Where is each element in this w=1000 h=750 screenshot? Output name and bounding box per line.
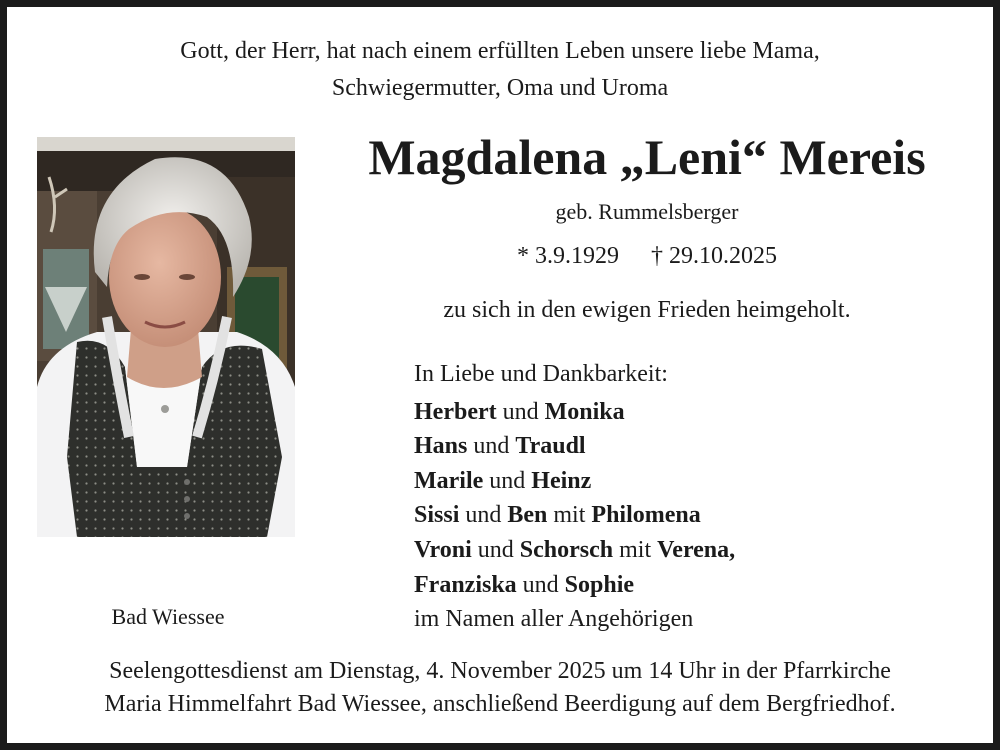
mourner-name: Franziska	[414, 571, 517, 598]
birth-date: * 3.9.1929	[517, 243, 619, 269]
mourner-name: Sissi	[414, 502, 460, 529]
mourner-name: Verena,	[657, 536, 736, 563]
portrait-photo	[37, 137, 295, 537]
mourner-connector: und	[459, 502, 508, 529]
mourner-name: Schorsch	[519, 536, 614, 563]
birth-name: geb. Rummelsberger	[555, 199, 739, 224]
mourner-name: Philomena	[591, 502, 701, 529]
mourner-line	[414, 464, 735, 499]
intro-line-1: Gott, der Herr, hat nach einem erfüllten Leben unsere liebe Mama,	[180, 38, 820, 64]
mourner-name: Herbert	[414, 398, 497, 425]
mourners-block	[414, 357, 735, 637]
deceased-name: Magdalena „Leni“ Mereis	[368, 129, 926, 185]
mourners-list	[414, 395, 735, 603]
mourner-name: Marile	[414, 467, 484, 494]
mourners-closing: im Namen aller Angehörigen	[414, 606, 694, 633]
place-name: Bad Wiessee	[111, 604, 225, 629]
mourner-connector: und	[496, 398, 545, 425]
service-line-2: Maria Himmelfahrt Bad Wiessee, anschließend Beerdigung auf dem Bergfriedhof.	[104, 691, 896, 717]
mourner-name: Hans	[414, 433, 468, 460]
intro-line-2: Schwiegermutter, Oma und Uroma	[331, 75, 669, 101]
mourner-line	[414, 429, 735, 464]
mourner-name: Ben	[507, 502, 548, 529]
mourner-line	[414, 568, 735, 603]
mourner-line	[414, 533, 735, 568]
mourner-connector: mit	[613, 536, 658, 563]
death-date: † 29.10.2025	[651, 243, 777, 269]
service-line-1: Seelengottesdienst am Dienstag, 4. November 2025 um 14 Uhr in der Pfarrkirche	[109, 658, 891, 684]
mourner-connector: und	[471, 536, 520, 563]
service-info	[14, 655, 986, 721]
mourner-name: Vroni	[414, 536, 472, 563]
mourner-line	[414, 395, 735, 430]
intro-text	[14, 33, 986, 107]
taken-home-text: zu sich in den ewigen Frieden heimgeholt.	[443, 297, 851, 323]
mourner-connector: und	[516, 571, 565, 598]
mourner-connector: mit	[547, 502, 592, 529]
mourner-name: Sophie	[564, 571, 635, 598]
life-dates	[307, 240, 987, 272]
mourner-line	[414, 498, 735, 533]
mourner-connector: und	[483, 467, 532, 494]
mourner-name: Heinz	[531, 467, 592, 494]
mourner-connector: und	[467, 433, 516, 460]
mourners-lead: In Liebe und Dankbarkeit:	[414, 361, 668, 387]
mourner-name: Monika	[544, 398, 625, 425]
mourner-name: Traudl	[515, 433, 586, 460]
